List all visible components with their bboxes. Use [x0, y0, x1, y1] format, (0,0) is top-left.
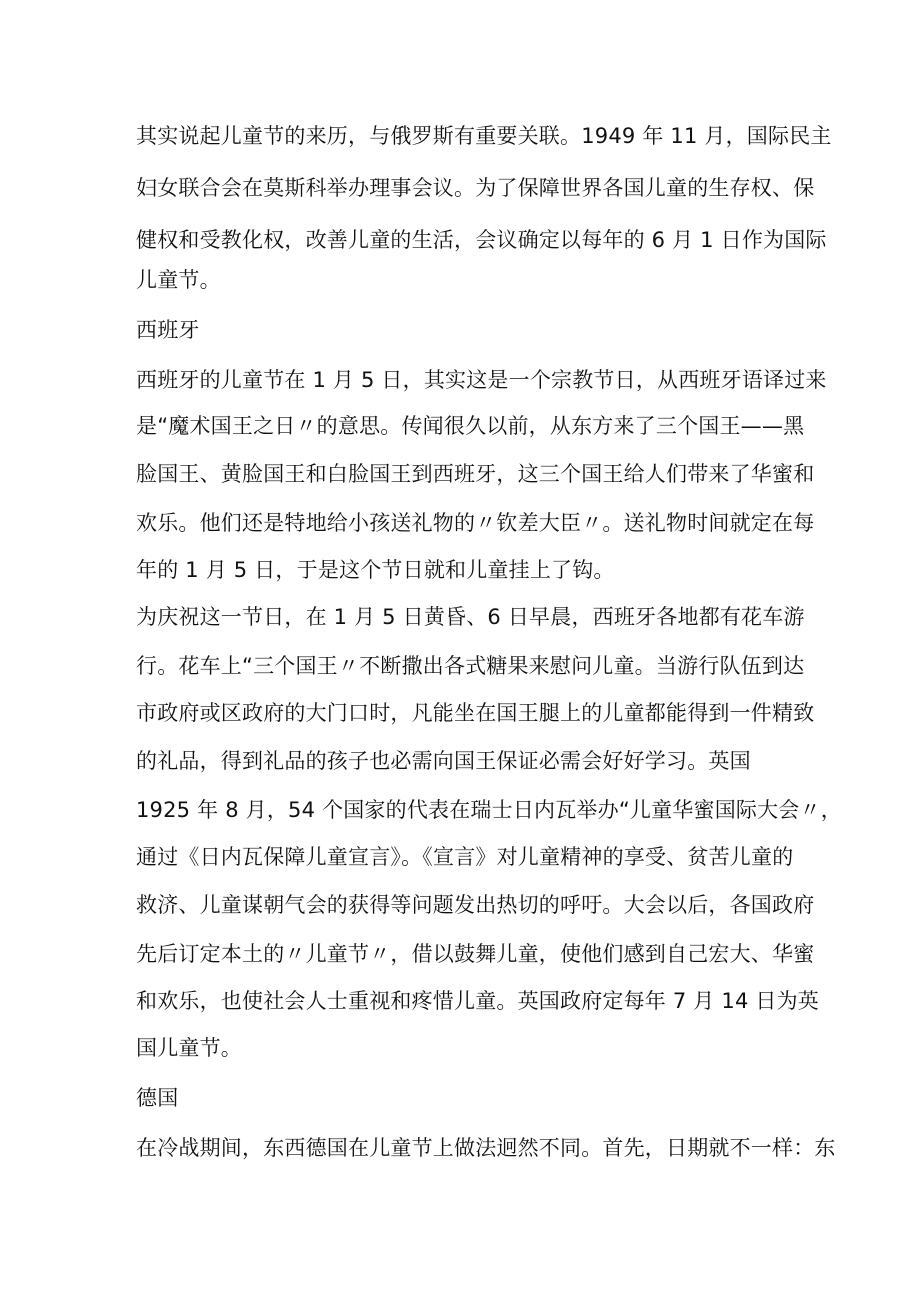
text-line: 行。花车上“三个国王〃不断撒出各式糖果来慰问儿童。当游行队伍到达 — [136, 654, 805, 678]
section-heading-spain: 西班牙 — [136, 318, 200, 342]
text-line: 年的 1 月 5 日，于是这个节日就和儿童挂上了钩。 — [136, 558, 615, 582]
text-line: 救济、儿童谋朝气会的获得等问题发出热切的呼吁。大会以后，各国政府 — [136, 893, 815, 917]
section-heading-germany: 德国 — [136, 1086, 179, 1110]
text-line: 1925 年 8 月，54 个国家的代表在瑞士日内瓦举办“儿童华蜜国际大会〃， — [136, 798, 842, 822]
text-line: 为庆祝这一节日，在 1 月 5 日黄昏、6 日早晨，西班牙各地都有花车游 — [136, 605, 805, 629]
text-line: 是“魔术国王之日〃的意思。传闻很久以前，从东方来了三个国王——黑 — [136, 414, 805, 438]
text-line: 儿童节。 — [136, 268, 221, 292]
text-line: 欢乐。他们还是特地给小孩送礼物的〃钦差大臣〃。送礼物时间就定在每 — [136, 511, 815, 535]
text-line: 其实说起儿童节的来历，与俄罗斯有重要关联。1949 年 11 月，国际民主 — [136, 124, 832, 148]
text-line: 妇女联合会在莫斯科举办理事会议。为了保障世界各国儿童的生存权、保 — [136, 176, 815, 200]
text-line: 西班牙的儿童节在 1 月 5 日，其实这是一个宗教节日，从西班牙语译过来 — [136, 368, 827, 392]
text-line: 国儿童节。 — [136, 1036, 242, 1060]
text-line: 先后订定本土的〃儿童节〃，借以鼓舞儿童，使他们感到自己宏大、华蜜 — [136, 942, 815, 966]
text-line: 通过《日内瓦保障儿童宣言》。《宣言》对儿童精神的享受、贫苦儿童的 — [136, 845, 794, 869]
text-line: 的礼品，得到礼品的孩子也必需向国王保证必需会好好学习。英国 — [136, 749, 751, 773]
text-line: 在冷战期间，东西德国在儿童节上做法迥然不同。首先，日期就不一样：东 — [136, 1136, 836, 1160]
text-line: 脸国王、黄脸国王和白脸国王到西班牙，这三个国王给人们带来了华蜜和 — [136, 462, 815, 486]
text-line: 健权和受教化权，改善儿童的生活，会议确定以每年的 6 月 1 日作为国际 — [136, 228, 827, 252]
text-line: 和欢乐，也使社会人士重视和疼惜儿童。英国政府定每年 7 月 14 日为英 — [136, 989, 819, 1013]
text-line: 市政府或区政府的大门口时，凡能坐在国王腿上的儿童都能得到一件精致 — [136, 701, 815, 725]
